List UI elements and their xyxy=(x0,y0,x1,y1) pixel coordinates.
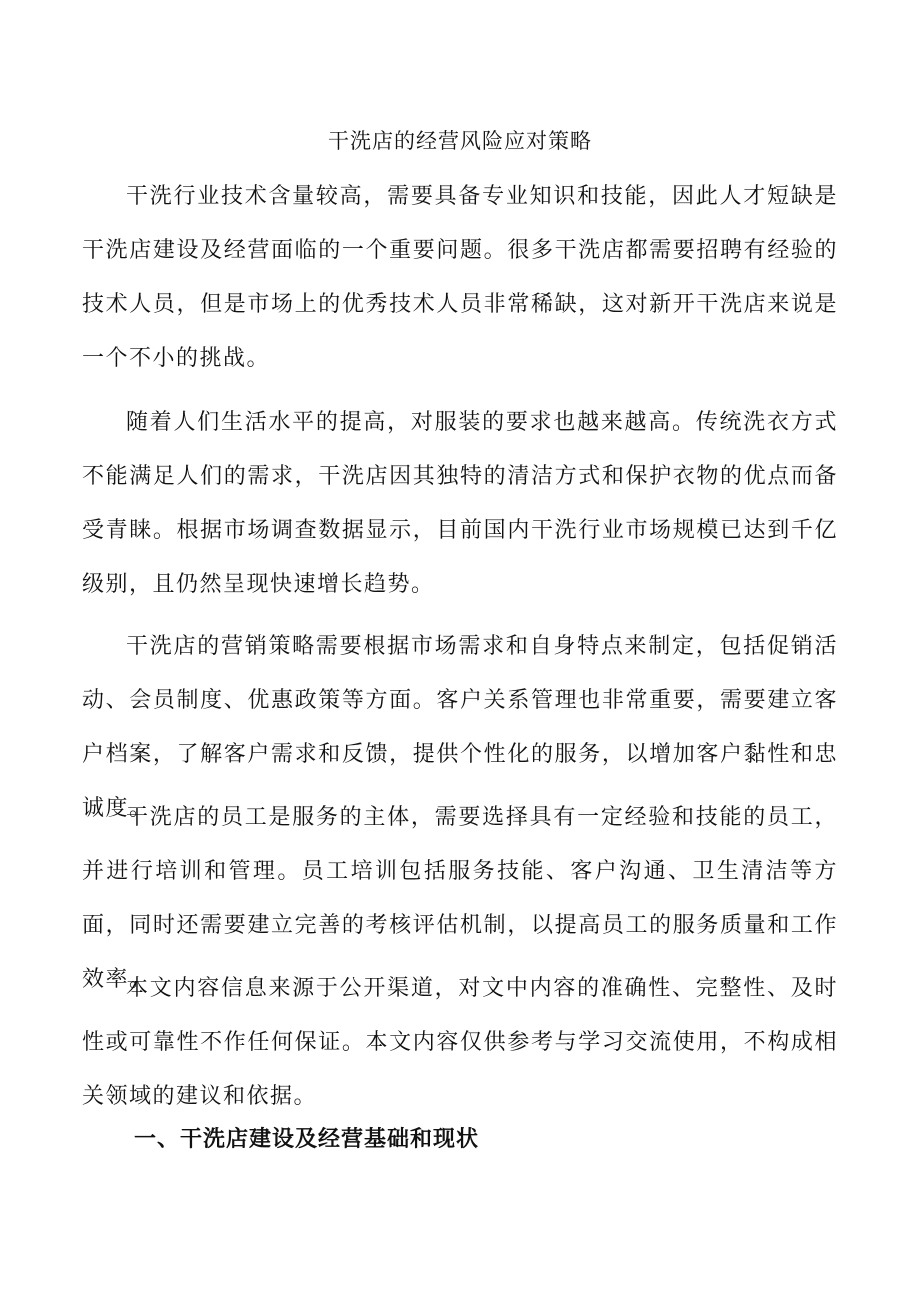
paragraph-staff-training: 干洗店的员工是服务的主体，需要选择具有一定经验和技能的员工，并进行培训和管理。员工培训包括服务技能、客户沟通、卫生清洁等方面，同时还需要建立完善的考核评估机制，以提高员工的服务质量和工作效率。 xyxy=(82,805,838,992)
paragraph-disclaimer: 本文内容信息来源于公开渠道，对文中内容的准确性、完整性、及时性或可靠性不作任何保证。本文内容仅供参考与学习交流使用，不构成相关领域的建议和依据。 xyxy=(82,976,838,1109)
paragraph-market-demand: 随着人们生活水平的提高，对服装的要求也越来越高。传统洗衣方式不能满足人们的需求，干洗店因其独特的清洁方式和保护衣物的优点而备受青睐。根据市场调查数据显示，目前国内干洗行业市场规模已达到千亿级别，且仍然呈现快速增长趋势。 xyxy=(82,410,838,597)
paragraph-marketing-strategy: 干洗店的营销策略需要根据市场需求和自身特点来制定，包括促销活动、会员制度、优惠政策等方面。客户关系管理也非常重要，需要建立客户档案，了解客户需求和反馈，提供个性化的服务，以增加客户黏性和忠诚度。 xyxy=(82,634,838,821)
paragraph-talent-shortage: 干洗行业技术含量较高，需要具备专业知识和技能，因此人才短缺是干洗店建设及经营面临的一个重要问题。很多干洗店都需要招聘有经验的技术人员，但是市场上的优秀技术人员非常稀缺，这对新开干洗店来说是一个不小的挑战。 xyxy=(82,184,838,371)
document-title: 干洗店的经营风险应对策略 xyxy=(328,129,592,153)
section-heading: 一、干洗店建设及经营基础和现状 xyxy=(134,1126,480,1152)
